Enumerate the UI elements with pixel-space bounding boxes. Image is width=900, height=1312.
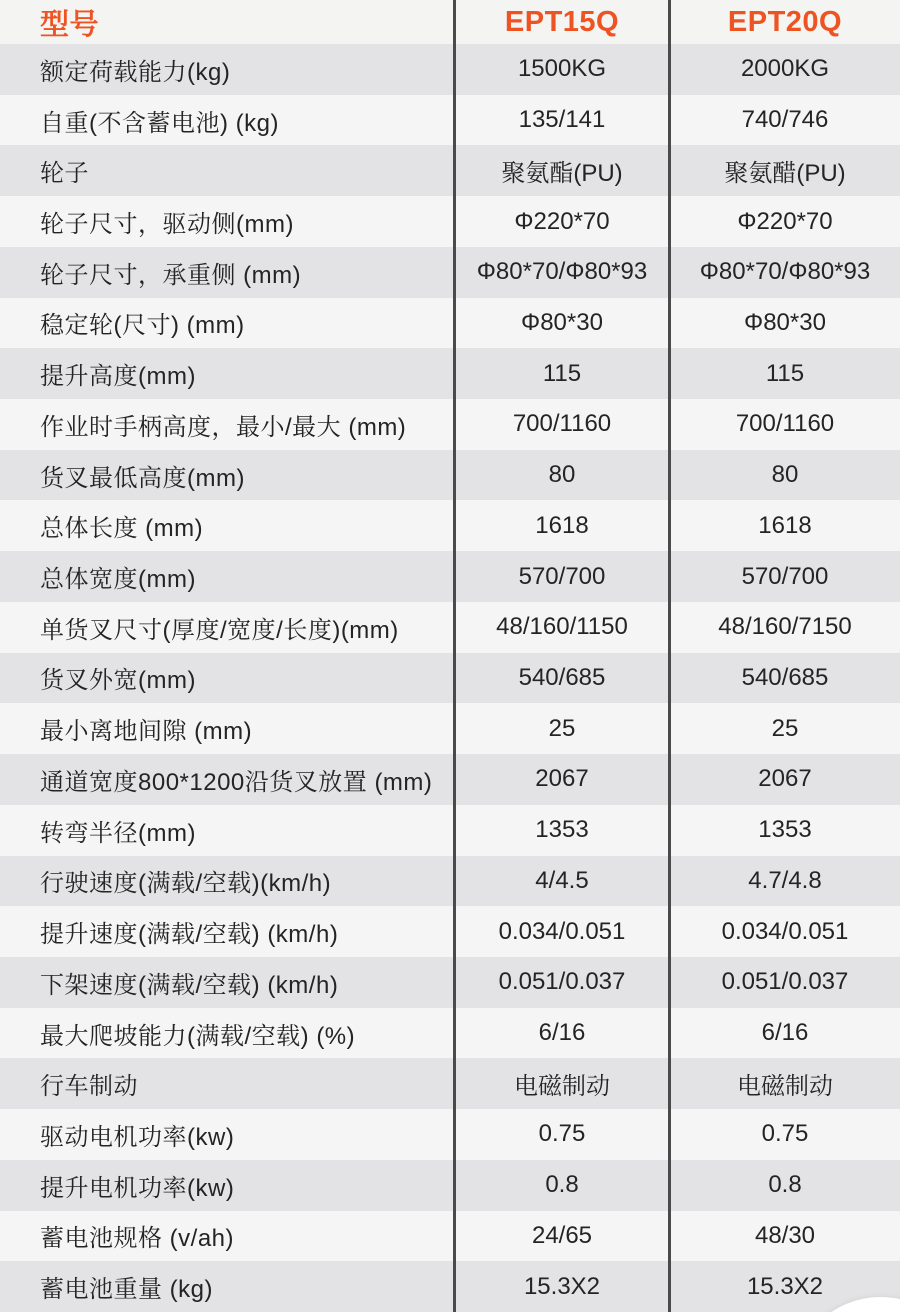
row-value-ept20q: Φ80*30 xyxy=(744,308,826,336)
row-label: 转弯半径(mm) xyxy=(40,819,196,847)
row-value-ept20q: 540/685 xyxy=(741,663,829,691)
row-value-ept20q: 1353 xyxy=(758,816,812,844)
table-row xyxy=(0,805,900,856)
row-value-ept20q: 570/700 xyxy=(741,562,829,590)
table-row xyxy=(0,399,900,450)
row-value-ept20q: 6/16 xyxy=(761,1019,809,1047)
row-value-ept15q: 570/700 xyxy=(518,562,606,590)
row-value-ept15q: 25 xyxy=(548,714,576,742)
row-value-ept15q: 115 xyxy=(542,359,582,387)
table-row xyxy=(0,95,900,146)
row-label: 额定荷载能力(kg) xyxy=(40,58,231,86)
table-row xyxy=(0,1160,900,1211)
row-value-ept15q: 0.034/0.051 xyxy=(498,917,626,945)
row-label: 提升电机功率(kw) xyxy=(40,1174,235,1202)
row-value-ept15q: Φ220*70 xyxy=(514,207,610,235)
row-label: 轮子尺寸，驱动侧(mm) xyxy=(40,211,294,239)
row-value-ept20q: 48/160/7150 xyxy=(718,613,852,641)
row-label: 驱动电机功率(kw) xyxy=(40,1123,235,1151)
row-label: 提升高度(mm) xyxy=(40,363,196,391)
table-body xyxy=(0,44,900,1312)
row-value-ept15q: 15.3X2 xyxy=(523,1272,601,1300)
row-value-ept15q: 电磁制动 xyxy=(514,1073,610,1101)
row-value-ept20q: 1618 xyxy=(758,511,812,539)
table-row xyxy=(0,1008,900,1059)
table-row xyxy=(0,44,900,95)
row-label: 总体宽度(mm) xyxy=(40,566,196,594)
row-value-ept15q: 1500KG xyxy=(517,55,607,83)
row-label: 单货叉尺寸(厚度/宽度/长度)(mm) xyxy=(40,616,399,644)
row-label: 蓄电池规格 (v/ah) xyxy=(40,1225,235,1253)
row-value-ept20q: 25 xyxy=(771,714,799,742)
table-row xyxy=(0,1261,900,1312)
row-value-ept20q: 48/30 xyxy=(754,1221,816,1249)
table-row xyxy=(0,703,900,754)
table-row xyxy=(0,348,900,399)
row-value-ept15q: Φ80*70/Φ80*93 xyxy=(476,258,648,286)
row-value-ept15q: 135/141 xyxy=(518,106,606,134)
header-col-ept15q: EPT15Q xyxy=(504,5,620,38)
table-row xyxy=(0,602,900,653)
row-label: 自重(不含蓄电池) (kg) xyxy=(40,109,279,137)
table-row xyxy=(0,298,900,349)
row-value-ept15q: 1353 xyxy=(535,816,589,844)
row-value-ept15q: 4/4.5 xyxy=(535,866,589,894)
table-row xyxy=(0,145,900,196)
table-row xyxy=(0,500,900,551)
row-value-ept20q: Φ80*70/Φ80*93 xyxy=(699,258,871,286)
row-label: 轮子尺寸，承重侧 (mm) xyxy=(40,261,302,289)
row-value-ept15q: 0.8 xyxy=(545,1171,579,1199)
table-row xyxy=(0,1058,900,1109)
row-value-ept15q: 540/685 xyxy=(518,663,606,691)
table-row xyxy=(0,247,900,298)
row-value-ept15q: 6/16 xyxy=(538,1019,586,1047)
row-value-ept15q: 1618 xyxy=(535,511,589,539)
row-value-ept20q: 15.3X2 xyxy=(746,1272,824,1300)
row-label: 作业时手柄高度，最小/最大 (mm) xyxy=(40,413,407,441)
row-value-ept15q: 聚氨酯(PU) xyxy=(501,160,623,188)
header-model-label: 型号 xyxy=(40,8,100,41)
row-value-ept20q: 0.034/0.051 xyxy=(721,917,849,945)
header-col-ept20q: EPT20Q xyxy=(727,5,843,38)
table-row xyxy=(0,856,900,907)
row-value-ept15q: Φ80*30 xyxy=(521,308,603,336)
row-label: 最大爬坡能力(满载/空载) (%) xyxy=(40,1022,356,1050)
table-row xyxy=(0,754,900,805)
table-row xyxy=(0,196,900,247)
row-label: 稳定轮(尺寸) (mm) xyxy=(40,312,245,340)
table-row xyxy=(0,1109,900,1160)
row-value-ept20q: 740/746 xyxy=(741,106,829,134)
row-value-ept20q: 80 xyxy=(771,461,799,489)
row-label: 最小离地间隙 (mm) xyxy=(40,718,253,746)
table-header-row xyxy=(0,0,900,44)
row-value-ept15q: 0.051/0.037 xyxy=(498,968,626,996)
row-value-ept15q: 48/160/1150 xyxy=(496,613,628,641)
row-label: 行驶速度(满载/空载)(km/h) xyxy=(40,870,332,898)
table-row xyxy=(0,450,900,501)
table-row xyxy=(0,906,900,957)
row-label: 总体长度 (mm) xyxy=(40,515,204,543)
row-label: 下架速度(满载/空载) (km/h) xyxy=(40,971,339,999)
row-label: 通道宽度800*1200沿货叉放置 (mm) xyxy=(40,768,433,796)
row-value-ept15q: 700/1160 xyxy=(512,410,612,438)
row-label: 货叉最低高度(mm) xyxy=(40,464,245,492)
row-value-ept20q: 2067 xyxy=(758,765,812,793)
row-label: 蓄电池重量 (kg) xyxy=(40,1276,213,1304)
column-divider-right xyxy=(668,0,671,1312)
row-value-ept20q: 0.051/0.037 xyxy=(721,968,849,996)
row-value-ept20q: 聚氨醋(PU) xyxy=(724,160,846,188)
row-value-ept20q: Φ220*70 xyxy=(737,207,833,235)
row-value-ept20q: 电磁制动 xyxy=(737,1073,833,1101)
row-value-ept20q: 115 xyxy=(765,359,805,387)
row-value-ept15q: 80 xyxy=(548,461,576,489)
row-value-ept15q: 2067 xyxy=(535,765,589,793)
row-value-ept20q: 0.8 xyxy=(768,1171,802,1199)
row-label: 提升速度(满载/空载) (km/h) xyxy=(40,921,339,949)
row-label: 货叉外宽(mm) xyxy=(40,667,196,695)
table-row xyxy=(0,1211,900,1262)
row-value-ept15q: 24/65 xyxy=(531,1221,593,1249)
table-row xyxy=(0,957,900,1008)
row-value-ept20q: 700/1160 xyxy=(735,410,835,438)
row-label: 轮子 xyxy=(40,160,89,188)
row-value-ept20q: 0.75 xyxy=(761,1120,809,1148)
row-value-ept20q: 4.7/4.8 xyxy=(748,866,822,894)
row-value-ept15q: 0.75 xyxy=(538,1120,586,1148)
column-divider-left xyxy=(453,0,456,1312)
row-label: 行车制动 xyxy=(40,1073,138,1101)
table-row xyxy=(0,551,900,602)
row-value-ept20q: 2000KG xyxy=(740,55,830,83)
table-row xyxy=(0,653,900,704)
